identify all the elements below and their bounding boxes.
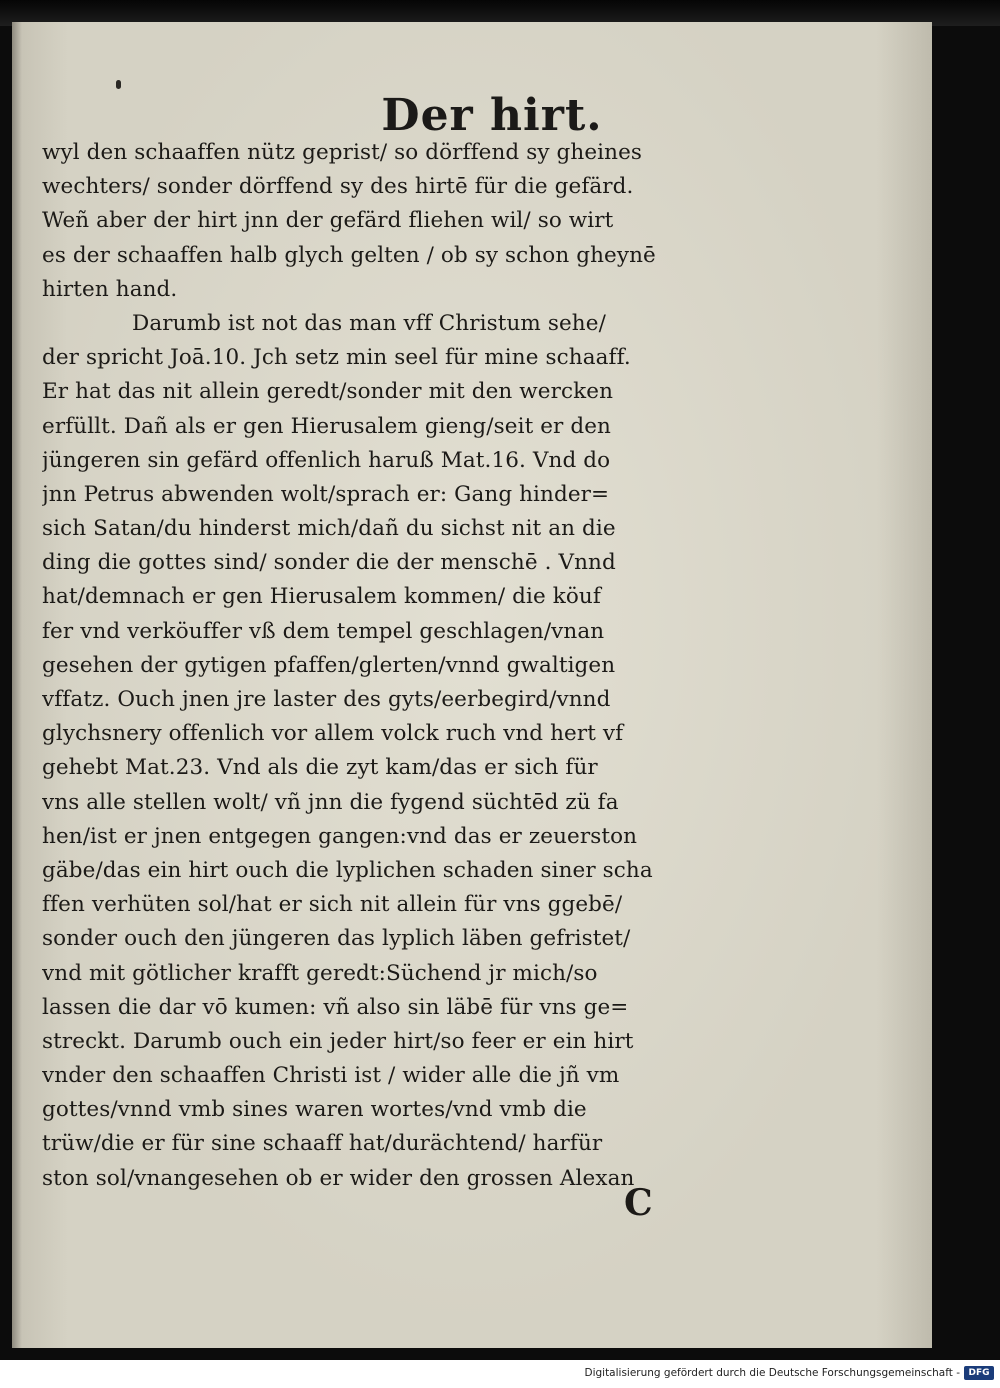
text-line: hirten hand. — [42, 276, 178, 302]
text-line: erfüllt. Dañ als er gen Hierusalem gieng/seit er den — [42, 413, 612, 439]
text-line: ffen verhüten sol/hat er sich nit allein für vns ggebē/ — [42, 892, 623, 918]
text-line: gäbe/das ein hirt ouch die lyplichen schaden siner scha — [42, 857, 653, 883]
text-line: sich Satan/du hinderst mich/dañ du sichst nit an die — [42, 516, 616, 542]
text-line: vnder den schaaffen Christi ist / wider alle die jñ vm — [42, 1063, 620, 1089]
running-head: Der hirt. — [381, 90, 603, 141]
text-line: jüngeren sin gefärd offenlich haruß Mat.16. Vnd do — [42, 447, 611, 473]
text-line: glychsnery offenlich vor allem volck ruch vnd hert vf — [42, 721, 624, 747]
text-line: der spricht Joā.10. Jch setz min seel für mine schaaff. — [42, 345, 631, 371]
text-line: fer vnd verköuffer vß dem tempel geschlagen/vnan — [42, 618, 605, 644]
text-line: gesehen der gytigen pfaffen/glerten/vnnd gwaltigen — [42, 652, 616, 678]
book-page — [12, 22, 932, 1348]
text-line: wyl den schaaffen nütz geprist/ so dörffend sy gheines — [42, 140, 643, 165]
signature-mark: C — [624, 1182, 653, 1224]
text-line: Weñ aber der hirt jnn der gefärd fliehen wil/ so wirt — [42, 208, 614, 234]
text-line: sonder ouch den jüngeren das lyplich läben gefristet/ — [42, 926, 631, 952]
text-line: jnn Petrus abwenden wolt/sprach er: Gang hinder= — [42, 481, 610, 507]
text-line: hat/demnach er gen Hierusalem kommen/ die köuf — [42, 584, 601, 610]
text-line: trüw/die er für sine schaaff hat/durächtend/ harfür — [42, 1131, 603, 1157]
text-line: lassen die dar vō kumen: vñ also sin läbē für vns ge= — [42, 994, 629, 1020]
text-line: wechters/ sonder dörffend sy des hirtē für die gefärd. — [42, 174, 634, 200]
text-line: ding die gottes sind/ sonder die der menschē . Vnnd — [42, 550, 616, 576]
digitization-credit: Digitalisierung gefördert durch die Deutsche Forschungsgemeinschaft - — [584, 1367, 960, 1379]
text-line: gehebt Mat.23. Vnd als die zyt kam/das er sich für — [42, 755, 598, 781]
text-line: ston sol/vnangesehen ob er wider den grossen Alexan — [42, 1165, 635, 1191]
text-line: streckt. Darumb ouch ein jeder hirt/so feer er ein hirt — [42, 1028, 634, 1054]
text-line: vnd mit götlicher krafft geredt:Süchend jr mich/so — [42, 960, 598, 986]
text-line: Er hat das nit allein geredt/sonder mit den wercken — [42, 379, 614, 405]
ink-spot — [116, 80, 121, 89]
page-binding-shadow — [12, 22, 22, 1348]
text-line: gottes/vnnd vmb sines waren wortes/vnd vmb die — [42, 1097, 587, 1123]
footer-bar — [0, 1360, 1000, 1388]
text-line: Darumb ist not das man vff Christum sehe/ — [132, 310, 606, 336]
text-line: hen/ist er jnen entgegen gangen:vnd das er zeuerston — [42, 823, 638, 849]
dfg-logo: DFG — [964, 1366, 994, 1380]
text-line: vffatz. Ouch jnen jre laster des gyts/eerbegird/vnnd — [42, 687, 611, 712]
text-line: es der schaaffen halb glych gelten / ob sy schon gheynē — [42, 242, 656, 268]
text-block — [42, 136, 782, 1196]
text-line: vns alle stellen wolt/ vñ jnn die fygend süchtēd zü fa — [42, 789, 619, 815]
